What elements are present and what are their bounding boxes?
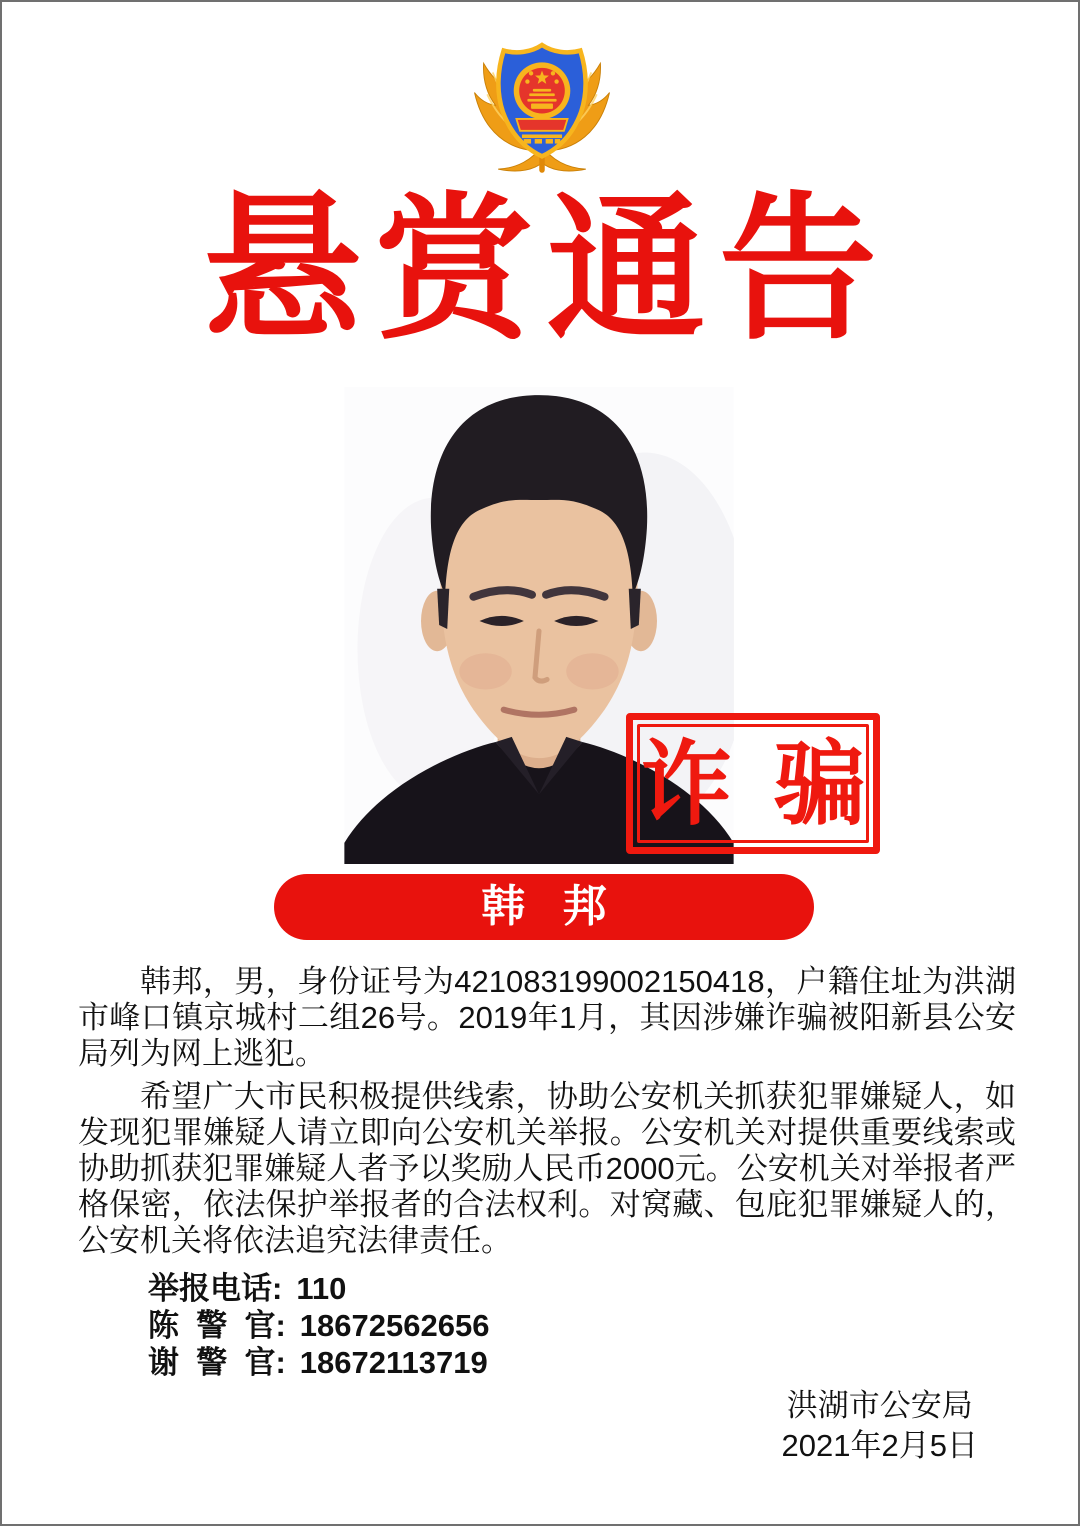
poster-title-text: 悬赏通告 [203, 177, 891, 362]
contact-row-officer-xie [148, 1344, 489, 1381]
issuing-agency: 洪湖市公安局 [786, 1388, 973, 1423]
notice-body [78, 964, 1016, 1259]
contact-block [148, 1270, 489, 1381]
issue-date: 2021年2月5日 [781, 1428, 978, 1463]
police-badge-icon [469, 38, 615, 178]
contact-phone: 18672113719 [299, 1345, 488, 1380]
contact-label: 陈 警 官: [148, 1308, 286, 1343]
contact-row-officer-chen [148, 1307, 489, 1344]
contact-label: 举报电话: [148, 1271, 283, 1306]
contact-phone: 110 [296, 1271, 347, 1306]
notice-paragraph-2: 希望广大市民积极提供线索，协助公安机关抓获犯罪嫌疑人，如发现犯罪嫌疑人请立即向公安机关举报。公安机关对提供重要线索或协助抓获犯罪嫌疑人者予以奖励人民币2000元。公安机关对举报者严格保密，依法保护举报者的合法权利。对窝藏、包庇犯罪嫌疑人的，公安机关将依法追究法律责任。 [78, 1079, 1016, 1258]
notice-paragraph-1: 韩邦，男，身份证号为421083199002150418，户籍住址为洪湖市峰口镇京城村二组26号。2019年1月，其因涉嫌诈骗被阳新县公安局列为网上逃犯。 [78, 964, 1016, 1071]
contact-row-hotline [148, 1270, 489, 1307]
suspect-name-banner [274, 874, 814, 940]
suspect-name: 韩邦 [481, 882, 645, 931]
fraud-stamp-text: 诈骗 [640, 729, 908, 838]
contact-phone: 18672562656 [299, 1308, 490, 1343]
poster-title [2, 177, 1078, 362]
signature-block [782, 1386, 978, 1466]
contact-label: 谢 警 官: [148, 1345, 286, 1380]
fraud-stamp [626, 713, 908, 854]
